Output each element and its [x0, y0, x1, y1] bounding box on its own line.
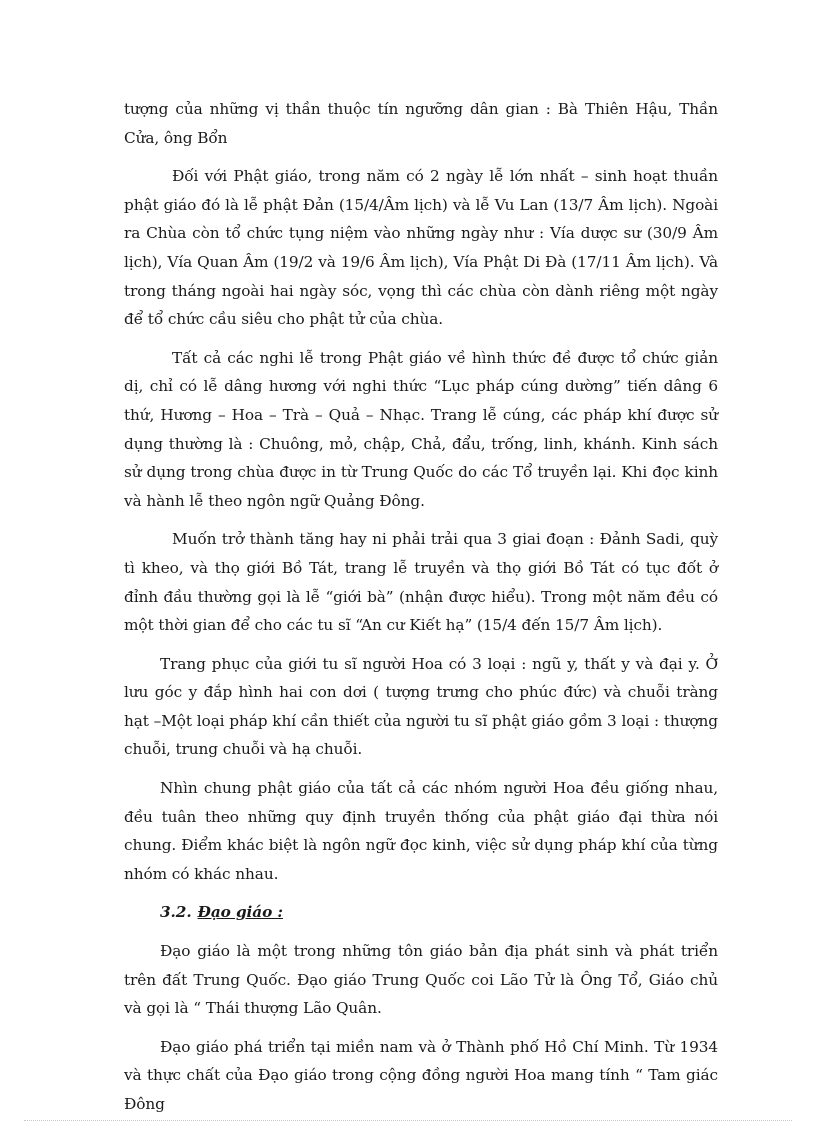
paragraph-buddhist-rituals: Tất cả các nghi lễ trong Phật giáo về hình thức đề được tổ chức giản dị, chỉ có lễ dâng hương với nghi thức “Lục pháp cúng dường” tiến dâng 6 thứ, Hương – Hoa – Trà – Quả – Nhạc. Trang lễ cúng, các pháp khí được sử dụng thường là : Chuông, mỏ, chập, Chả, đẩu, trống, linh, khánh. Kinh sách sử dụng trong chùa được in từ Trung Quốc do các Tổ truyền lại. Khi đọc kinh và hành lễ theo ngôn ngữ Quảng Đông. [124, 348, 718, 510]
paragraph-taoism-intro: Đạo giáo là một trong những tôn giáo bản địa phát sinh và phát triển trên đất Trung Quốc. Đạo giáo Trung Quốc coi Lão Tử là Ông Tổ, Giáo chủ và gọi là “ Thái thượng Lão Quân. [124, 942, 718, 1018]
section-number: 3.2. [160, 903, 192, 922]
document-body [124, 95, 718, 1129]
page-bottom-divider [24, 1120, 792, 1121]
section-heading [124, 898, 718, 927]
paragraph-monastic-robes: Trang phục của giới tu sĩ người Hoa có 3 loại : ngũ y, thất y và đại y. Ở lưu góc y đắp hình hai con dơi ( tượng trưng cho phúc đức) và chuỗi tràng hạt –Một loại pháp khí cần thiết của người tu sĩ phật giáo gồm 3 loại : thượng chuỗi, trung chuỗi và hạ chuỗi. [124, 654, 718, 759]
paragraph-continuation: tượng của những vị thần thuộc tín ngưỡng dân gian : Bà Thiên Hậu, Thần Cửa, ông Bổn [124, 100, 718, 147]
paragraph-taoism-development: Đạo giáo phá triển tại miền nam và ở Thành phố Hồ Chí Minh. Từ 1934 và thực chất của Đạo giáo trong cộng đồng người Hoa mang tính “ Tam giác Đông [124, 1037, 718, 1113]
paragraph-buddhist-festivals: Đối với Phật giáo, trong năm có 2 ngày lễ lớn nhất – sinh hoạt thuần phật giáo đó là lễ phật Đản (15/4/Âm lịch) và lễ Vu Lan (13/7 Âm lịch). Ngoài ra Chùa còn tổ chức tụng niệm vào những ngày như : Vía dược sư (30/9 Âm lịch), Vía Quan Âm (19/2 và 19/6 Âm lịch), Vía Phật Di Đà (17/11 Âm lịch). Và trong tháng ngoài hai ngày sóc, vọng thì các chùa còn dành riêng một ngày để tổ chức cầu siêu cho phật tử của chùa. [124, 167, 718, 329]
section-title: Đạo giáo : [197, 903, 283, 922]
paragraph-ordination: Muốn trở thành tăng hay ni phải trải qua 3 giai đoạn : Đảnh Sadi, quỳ tì kheo, và thọ giới Bồ Tát, trang lễ truyền và thọ giới Bồ Tát có tục đốt ở đỉnh đầu thường gọi là lễ “giới bà” (nhận được hiểu). Trong một năm đều có một thời gian để cho các tu sĩ “An cư Kiết hạ” (15/4 đến 15/7 Âm lịch). [124, 530, 718, 635]
paragraph-summary: Nhìn chung phật giáo của tất cả các nhóm người Hoa đều giống nhau, đều tuân theo những quy định truyền thống của phật giáo đại thừa nói chung. Điểm khác biệt là ngôn ngữ đọc kinh, việc sử dụng pháp khí của từng nhóm có khác nhau. [124, 779, 718, 883]
